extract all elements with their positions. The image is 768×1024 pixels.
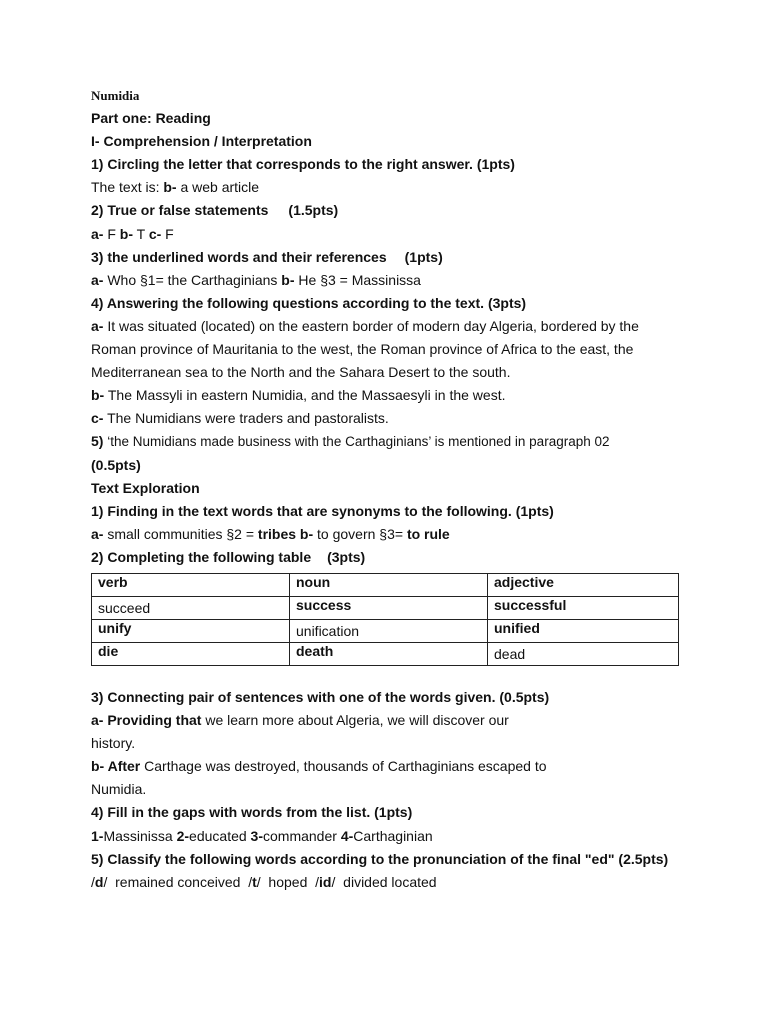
- table-cell: succeed: [92, 596, 290, 619]
- te4-word-2: educated: [189, 827, 251, 844]
- table-header-cell: adjective: [488, 573, 679, 596]
- q2-heading-text: 2) True or false statements: [91, 202, 269, 219]
- te1-heading: 1) Finding in the text words that are synonyms to the following. (1pts): [91, 502, 554, 519]
- table-cell: die: [92, 642, 290, 665]
- q4-a-line2: Roman province of Mauritania to the west, the Roman province of Africa to the east, the: [91, 341, 634, 358]
- q3-b-label: b-: [281, 271, 295, 288]
- document-title: Numidia: [91, 88, 140, 103]
- q4-heading: 4) Answering the following questions according to the text. (3pts): [91, 294, 527, 311]
- table-cell: success: [290, 596, 488, 619]
- te3-a-label: a- Providing that: [91, 712, 202, 729]
- te5-answer: [91, 871, 691, 894]
- table-cell: death: [290, 642, 488, 665]
- q5-text: ‘the Numidians made business with the Carthaginians’ is mentioned in paragraph 02: [103, 434, 610, 450]
- te3-b-answer: [91, 755, 691, 778]
- table-row: [92, 596, 679, 619]
- te1-b-answer: to rule: [406, 525, 450, 542]
- te1-a-text: small communities §2 =: [103, 525, 258, 542]
- document-content: [91, 84, 691, 894]
- table-cell: unified: [488, 619, 679, 642]
- te3-a-text: we learn more about Algeria, we will discover our: [201, 712, 509, 729]
- te4-num-4: 4-: [340, 827, 354, 844]
- q2-a-value: F: [103, 225, 120, 242]
- te1-b-text: to govern §3=: [313, 525, 407, 542]
- te5-d-words: remained conceived: [107, 873, 249, 890]
- q5-points: (0.5pts): [91, 456, 141, 473]
- q4-b-answer: [91, 384, 691, 407]
- table-row: [92, 642, 679, 665]
- table-header-cell: noun: [290, 573, 488, 596]
- te5-d-open: /: [91, 873, 95, 890]
- q1-heading: 1) Circling the letter that corresponds to the right answer. (1pts): [91, 156, 515, 173]
- section-comprehension-heading: I- Comprehension / Interpretation: [91, 133, 312, 150]
- te4-heading: 4) Fill in the gaps with words from the list. (1pts): [91, 804, 413, 821]
- q4-c-answer: [91, 407, 691, 430]
- q3-answer: [91, 269, 691, 292]
- te3-b-label: b- After: [91, 758, 141, 775]
- q2-a-label: a-: [91, 225, 104, 242]
- te4-word-3: commander: [263, 827, 341, 844]
- te5-t-close: /: [256, 873, 261, 890]
- q1-answer-text: a web article: [176, 179, 260, 196]
- te1-b-label: b-: [296, 525, 314, 542]
- word-forms-table: [91, 573, 679, 666]
- te4-word-1: Massinissa: [103, 827, 177, 844]
- table-cell: unify: [92, 619, 290, 642]
- q2-points: (1.5pts): [288, 202, 339, 219]
- q3-heading-text: 3) the underlined words and their references: [91, 248, 387, 265]
- part-one-heading: Part one: Reading: [91, 110, 211, 127]
- q3-points: (1pts): [404, 248, 443, 265]
- q4-c-text: The Numidians were traders and pastoralists.: [103, 410, 389, 427]
- table-row: [92, 619, 679, 642]
- q2-c-value: F: [161, 225, 174, 242]
- te4-num-2: 2-: [176, 827, 190, 844]
- te5-id-open: /: [315, 873, 320, 890]
- q5-label: 5): [91, 433, 104, 450]
- q2-c-label: c-: [148, 225, 162, 242]
- te2-heading-text: 2) Completing the following table: [91, 548, 312, 565]
- te5-t-sound: t: [252, 873, 257, 890]
- te5-t-words: hoped: [260, 873, 316, 890]
- q4-c-label: c-: [91, 410, 104, 427]
- te3-heading: 3) Connecting pair of sentences with one of the words given. (0.5pts): [91, 688, 550, 705]
- te4-num-1: 1-: [91, 827, 104, 844]
- q3-heading: [91, 246, 691, 269]
- table-cell: successful: [488, 596, 679, 619]
- q3-b-text: He §3 = Massinissa: [294, 271, 421, 288]
- q1-answer: [91, 176, 691, 199]
- table-cell: unification: [290, 619, 488, 642]
- te5-heading: 5) Classify the following words according to the pronunciation of the final "ed" (2.5pts): [91, 850, 669, 867]
- te4-word-4: Carthaginian: [353, 827, 433, 844]
- q3-a-label: a-: [91, 271, 104, 288]
- te3-a-line2: history.: [91, 735, 136, 752]
- te1-a-answer: tribes: [257, 525, 297, 542]
- q2-b-label: b-: [119, 225, 134, 242]
- q4-a-line3: Mediterranean sea to the North and the Sahara Desert to the south.: [91, 364, 511, 381]
- table-header-row: [92, 573, 679, 596]
- q2-heading: [91, 199, 691, 222]
- q4-a-text-1: It was situated (located) on the eastern border of modern day Algeria, bordered by the: [103, 317, 639, 334]
- q2-b-value: T: [133, 225, 149, 242]
- te3-a-answer: [91, 709, 691, 732]
- q4-b-label: b-: [91, 387, 105, 404]
- q5-answer: [91, 430, 691, 453]
- te5-id-close: /: [331, 873, 336, 890]
- q2-answer: [91, 223, 691, 246]
- te3-b-line2: Numidia.: [91, 781, 147, 798]
- table-cell: dead: [488, 642, 679, 665]
- te1-a-label: a-: [91, 525, 104, 542]
- q4-a-line1: [91, 315, 691, 338]
- q4-a-label: a-: [91, 317, 104, 334]
- q1-answer-prefix: The text is:: [91, 179, 164, 196]
- te5-t-open: /: [248, 873, 253, 890]
- te5-d-sound: d: [94, 873, 104, 890]
- te2-points: (3pts): [327, 548, 366, 565]
- te1-answer: [91, 523, 691, 546]
- te4-num-3: 3-: [250, 827, 263, 844]
- te4-answer: [91, 825, 691, 848]
- q3-a-text: Who §1= the Carthaginians: [103, 271, 282, 288]
- te5-id-sound: id: [319, 873, 332, 890]
- te5-d-close: /: [103, 873, 108, 890]
- text-exploration-heading: Text Exploration: [91, 479, 200, 496]
- table-header-cell: verb: [92, 573, 290, 596]
- te5-id-words: divided located: [335, 873, 437, 890]
- q4-b-text: The Massyli in eastern Numidia, and the Massaesyli in the west.: [104, 387, 506, 404]
- te2-heading: [91, 546, 691, 569]
- te3-b-text: Carthage was destroyed, thousands of Carthaginians escaped to: [140, 758, 547, 775]
- q1-answer-letter: b-: [163, 179, 177, 196]
